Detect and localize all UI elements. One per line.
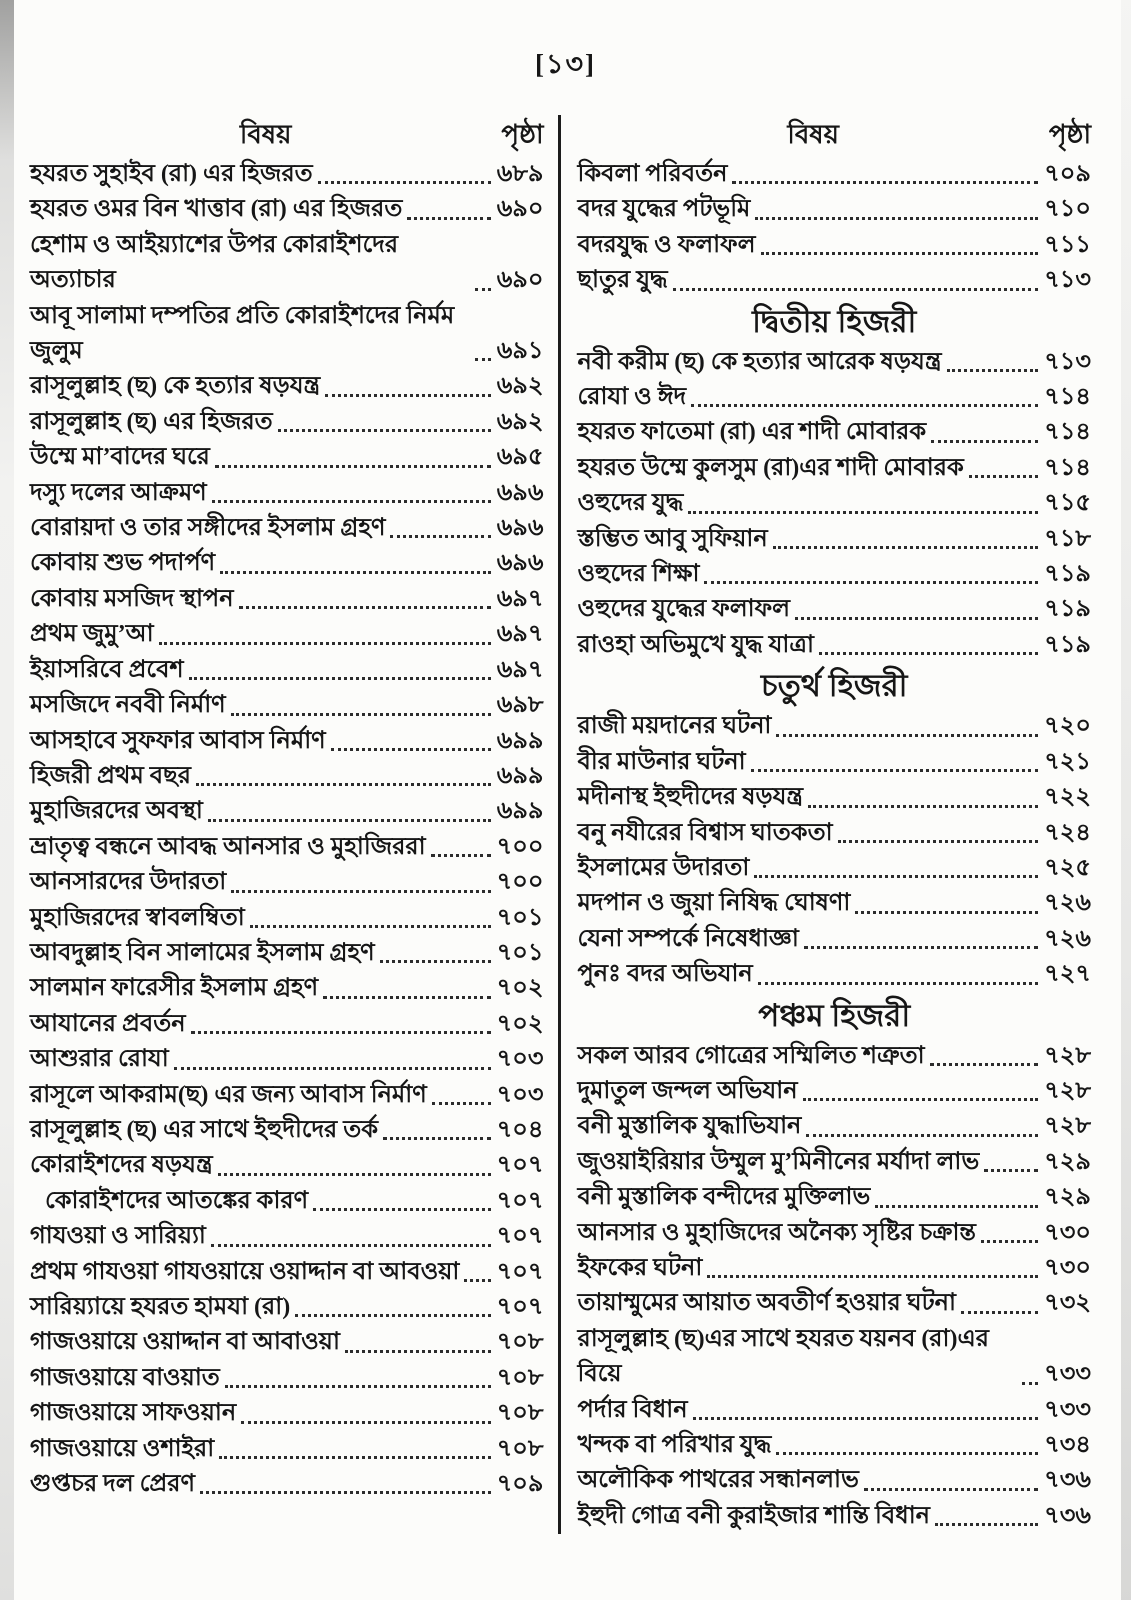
section-heading: দ্বিতীয় হিজরী <box>752 303 917 339</box>
dot-leader <box>174 1067 491 1070</box>
toc-entry-page: ৭০৭ <box>496 1187 544 1214</box>
toc-entry-page: ৬৯৯ <box>496 762 544 789</box>
toc-entry-title: মদীনাস্থ ইহুদীদের ষড়যন্ত্র <box>577 784 804 811</box>
toc-entry-page: ৭১০ <box>1044 196 1091 223</box>
toc-entry-title: মসজিদে নববী নির্মাণ <box>30 692 226 719</box>
toc-entry-page: ৭১৫ <box>1044 490 1091 517</box>
toc-entry-title: ইফকের ঘটনা <box>577 1254 703 1281</box>
dot-leader <box>313 1208 491 1211</box>
subject-column-label: বিষয় <box>787 120 839 149</box>
toc-entry-page: ৭০৭ <box>496 1258 544 1285</box>
toc-entry-page: ৭১৩ <box>1044 348 1091 375</box>
toc-entry-page: ৭১৯ <box>1044 596 1091 623</box>
toc-entry-page: ৭২৯ <box>1044 1184 1091 1211</box>
toc-entry-page: ৬৯৬ <box>496 479 544 506</box>
toc-entry-title: কোরাইশদের ষড়যন্ত্র <box>30 1152 213 1179</box>
dot-leader <box>211 1244 491 1247</box>
toc-entry <box>30 971 544 1006</box>
toc-entry-page: ৭০৭ <box>496 1294 544 1320</box>
toc-entry-page: ৬৯১ <box>496 338 544 365</box>
toc-entry-page: ৭০৮ <box>496 1400 544 1427</box>
dot-leader <box>751 769 1039 772</box>
dot-leader <box>947 369 1039 372</box>
dot-leader <box>776 1452 1038 1455</box>
toc-entry <box>30 830 544 865</box>
toc-entry <box>578 1145 1092 1180</box>
toc-entry <box>578 263 1092 298</box>
column-header <box>30 115 544 155</box>
toc-entry-title: আবূ সালামা দম্পতির প্রতি কোরাইশদের নির্মম জুলুম <box>30 302 455 365</box>
dot-leader <box>390 535 490 538</box>
dot-leader <box>323 996 490 999</box>
dot-leader <box>804 946 1038 949</box>
toc-entry <box>578 486 1092 521</box>
toc-entry-title: হযরত ফাতেমা (রা) এর শাদী মোবারক <box>577 419 927 446</box>
toc-entry-page: ৭০৭ <box>496 1152 544 1179</box>
toc-entry-page: ৬৯৭ <box>496 621 544 648</box>
dot-leader <box>758 982 1038 985</box>
toc-entry-page: ৭০১ <box>496 904 544 931</box>
toc-entry-page: ৬৯৬ <box>496 515 544 542</box>
toc-entry-page: ৬৯২ <box>496 408 544 435</box>
toc-entry <box>578 745 1092 780</box>
subject-column-label: বিষয় <box>239 120 292 149</box>
toc-entry <box>30 192 544 227</box>
toc-entry <box>30 794 544 829</box>
section-heading: চতুর্থ হিজরী <box>760 668 908 704</box>
dot-leader <box>231 890 490 893</box>
toc-entry-title: দস্যু দলের আক্রমণ <box>30 479 207 506</box>
dot-leader <box>855 911 1038 914</box>
toc-entry-title: বনু নযীরের বিশ্বাস ঘাতকতা <box>577 819 833 846</box>
dot-leader <box>383 1137 491 1140</box>
toc-entry-page: ৬৮৯ <box>496 161 544 187</box>
dot-leader <box>278 429 491 432</box>
dot-leader <box>707 1275 1038 1278</box>
toc-entry-page: ৭০২ <box>496 1010 544 1037</box>
dot-leader <box>212 500 491 503</box>
dot-leader <box>250 925 491 928</box>
dot-leader <box>754 875 1038 878</box>
dot-leader <box>431 854 491 857</box>
dot-leader <box>931 440 1038 443</box>
toc-entry-page: ৭৩৩ <box>1044 1361 1091 1388</box>
toc-entry-page: ৭০৪ <box>496 1116 544 1143</box>
dot-leader <box>984 1169 1038 1172</box>
toc-entry-page: ৭২১ <box>1044 748 1091 775</box>
toc-entry <box>30 724 544 759</box>
toc-entry-page: ৭২৮ <box>1044 1077 1091 1104</box>
toc-entry-page: ৬৯৮ <box>496 692 544 719</box>
dot-leader <box>208 819 491 822</box>
dot-leader <box>981 1240 1038 1243</box>
dot-leader <box>191 1031 491 1034</box>
toc-entry-title: কোরাইশদের আতঙ্কের কারণ <box>45 1187 309 1214</box>
toc-column-left <box>30 115 544 1534</box>
dot-leader <box>806 1134 1038 1137</box>
toc-entry-page: ৭৩২ <box>1044 1290 1091 1317</box>
toc-entry-title: নবী করীম (ছ) কে হত্যার আরেক ষড়যন্ত্র <box>577 348 942 375</box>
dot-leader <box>795 617 1038 620</box>
dot-leader <box>761 252 1039 255</box>
toc-entry-title: আসহাবে সুফফার আবাস নির্মাণ <box>30 727 326 754</box>
toc-entry-page: ৭৩০ <box>1044 1219 1091 1246</box>
toc-entry <box>30 228 544 299</box>
dot-leader <box>231 713 491 716</box>
toc-entry-title: অলৌকিক পাথরের সন্ধানলাভ <box>577 1467 859 1494</box>
dot-leader <box>432 1102 491 1105</box>
toc-entry <box>578 1180 1092 1215</box>
toc-entry <box>30 1255 544 1290</box>
toc-entry-title: কোবায় শুভ পদার্পণ <box>30 550 216 577</box>
dot-leader <box>688 511 1038 514</box>
toc-entry-title: কোবায় মসজিদ স্থাপন <box>30 585 234 612</box>
dot-leader <box>693 1417 1039 1420</box>
toc-entry-page: ৬৯০ <box>496 196 544 223</box>
dot-leader <box>220 571 491 574</box>
toc-entry <box>30 1148 544 1183</box>
toc-entry <box>30 617 544 652</box>
toc-entry <box>578 522 1092 557</box>
toc-entry-page: ৭০১ <box>496 939 544 966</box>
toc-entry <box>578 157 1092 192</box>
toc-entry-title: ওহুদের যুদ্ধ <box>577 490 684 517</box>
toc-entry-title: বোরায়দা ও তার সঙ্গীদের ইসলাম গ্রহণ <box>30 515 386 542</box>
toc-entry-page: ৭২৬ <box>1044 890 1091 917</box>
toc-entry-page: ৭১৪ <box>1044 454 1091 481</box>
toc-entry-title: হযরত উম্মে কুলসুম (রা)এর শাদী মোবারক <box>577 454 964 481</box>
toc-entry-title: আশুরার রোযা <box>30 1046 169 1073</box>
toc-entry-title: হিজরী প্রথম বছর <box>30 762 191 789</box>
dot-leader <box>755 217 1038 220</box>
dot-leader <box>819 652 1038 655</box>
toc-entry <box>578 228 1092 263</box>
dot-leader <box>407 217 490 220</box>
dot-leader <box>1022 1382 1038 1385</box>
toc-entry <box>578 628 1092 663</box>
toc-entry <box>30 1184 544 1219</box>
toc-entry-title: আনসার ও মুহাজিদের অনৈক্য সৃষ্টির চক্রান্ত <box>577 1219 976 1246</box>
dot-leader <box>475 358 491 361</box>
toc-entry-page: ৭২৫ <box>1044 854 1091 881</box>
dot-leader <box>380 960 491 963</box>
dot-leader <box>875 1205 1038 1208</box>
toc-entry <box>30 1078 544 1113</box>
toc-entry-page: ৭০৯ <box>496 1471 544 1498</box>
toc-entry <box>30 759 544 794</box>
dot-leader <box>961 1311 1038 1314</box>
toc-entry <box>578 415 1092 450</box>
toc-entry-page: ৭৩৬ <box>1044 1467 1091 1494</box>
toc-entry <box>30 1396 544 1431</box>
toc-entry-page: ৭২৮ <box>1044 1113 1091 1140</box>
dot-leader <box>864 1488 1038 1491</box>
toc-entry <box>578 1039 1092 1074</box>
toc-entry-page: ৭১৯ <box>1044 561 1091 588</box>
toc-entry-title: জুওয়াইরিয়ার উম্মুল মু’মিনীনের মর্যাদা লাভ <box>577 1148 980 1175</box>
toc-entry-page: ৭১৯ <box>1044 631 1091 658</box>
dot-leader <box>295 1314 490 1317</box>
toc-entry-page: ৬৯৯ <box>496 727 544 754</box>
toc-entry <box>578 1463 1092 1498</box>
toc-entry-page: ৬৯০ <box>496 267 544 294</box>
dot-leader <box>215 465 491 468</box>
toc-entry-title: আযানের প্রবর্তন <box>30 1010 186 1037</box>
toc-entry <box>30 582 544 617</box>
toc-entry-title: বদরযুদ্ধ ও ফলাফল <box>577 231 756 258</box>
dot-leader <box>196 783 491 786</box>
toc-entry <box>578 1216 1092 1251</box>
toc-entry-page: ৭২৭ <box>1044 961 1091 988</box>
toc-entry-title: রাসূলুল্লাহ (ছ)এর সাথে হযরত যয়নব (রা)এর বিয়ে <box>577 1325 989 1388</box>
toc-entry <box>578 345 1092 380</box>
toc-entry-page: ৭২০ <box>1044 713 1091 740</box>
toc-column-right <box>578 115 1092 1534</box>
toc-entry-title: বনী মুস্তালিক যুদ্ধাভিযান <box>577 1113 802 1140</box>
toc-entry-page: ৭২৯ <box>1044 1148 1091 1175</box>
toc-entry-page: ৬৯৬ <box>496 550 544 577</box>
toc-entry-title: গাজওয়ায়ে বাওয়াত <box>30 1364 220 1391</box>
toc-entry <box>578 709 1092 744</box>
toc-entry-page: ৭০৩ <box>496 1046 544 1073</box>
toc-entry-title: প্রথম গাযওয়া গাযওয়ায়ে ওয়াদ্দান বা আবওয়া <box>30 1258 460 1285</box>
toc-entry-title: রাজী ময়দানের ঘটনা <box>577 713 772 740</box>
toc-entry <box>578 451 1092 486</box>
toc-entry <box>30 1113 544 1148</box>
toc-entry-page: ৭০০ <box>496 869 544 896</box>
toc-entry-title: উম্মে মা’বাদের ঘরে <box>30 444 210 471</box>
toc-entry-title: গাযওয়া ও সারিয়্যা <box>30 1223 206 1250</box>
dot-leader <box>325 394 491 397</box>
toc-entry <box>578 922 1092 957</box>
dot-leader <box>475 288 491 291</box>
toc-entry-page: ৭১১ <box>1044 231 1091 258</box>
toc-entry-title: সারিয়্যায়ে হযরত হামযা (রা) <box>30 1294 291 1320</box>
toc-entry-page: ৭৩৩ <box>1044 1396 1091 1423</box>
toc-entry-title: দুমাতুল জন্দল অভিযান <box>577 1077 798 1104</box>
dot-leader <box>673 288 1039 291</box>
toc-entry-title: সালমান ফারেসীর ইসলাম গ্রহণ <box>30 975 319 1002</box>
toc-entry-list <box>578 157 1092 1534</box>
dot-leader <box>838 840 1039 843</box>
dot-leader <box>803 1098 1039 1101</box>
dot-leader <box>464 1279 490 1282</box>
toc-entry-title: হেশাম ও আইয়্যাশের উপর কোরাইশদের অত্যাচার <box>30 231 399 294</box>
toc-entry <box>578 380 1092 415</box>
toc-entry-page: ৭১৩ <box>1044 267 1091 294</box>
toc-entry-title: গাজওয়ায়ে ওয়াদ্দান বা আবাওয়া <box>30 1329 340 1356</box>
toc-entry-title: রাওহা অভিমুখে যুদ্ধ যাত্রা <box>577 631 814 658</box>
toc-entry-title: রাসূলুল্লাহ (ছ) কে হত্যার ষড়যন্ত্র <box>30 373 321 400</box>
toc-entry-page: ৭১৪ <box>1044 419 1091 446</box>
toc-entry <box>578 780 1092 815</box>
toc-entry <box>30 901 544 936</box>
toc-entry <box>30 865 544 900</box>
toc-entry-title: পর্দার বিধান <box>577 1396 688 1423</box>
toc-entry-page: ৭৩৪ <box>1044 1432 1091 1458</box>
dot-leader <box>318 181 491 184</box>
toc-entry-title: ভ্রাতৃত্ব বন্ধনে আবদ্ধ আনসার ও মুহাজিররা <box>30 833 426 860</box>
dot-leader <box>969 475 1039 478</box>
toc-entry-title: মুহাজিরদের স্বাবলম্বিতা <box>30 904 245 931</box>
toc-entry <box>30 1007 544 1042</box>
toc-entry <box>30 1467 544 1502</box>
toc-entry-title: কিবলা পরিবর্তন <box>577 161 728 187</box>
toc-entry <box>30 1042 544 1077</box>
toc-entry <box>30 546 544 581</box>
toc-entry-title: যেনা সম্পর্কে নিষেধাজ্ঞা <box>577 925 799 952</box>
toc-entry-title: বদর যুদ্ধের পটভূমি <box>577 196 751 223</box>
toc-entry <box>578 1428 1092 1463</box>
dot-leader <box>239 606 491 609</box>
column-header <box>578 115 1092 155</box>
toc-entry <box>30 653 544 688</box>
toc-entry <box>578 886 1092 921</box>
toc-entry-page: ৭০৮ <box>496 1435 544 1462</box>
toc-entry <box>578 592 1092 627</box>
toc-columns <box>30 115 1091 1534</box>
column-divider-rule <box>558 115 561 1534</box>
dot-leader <box>200 1491 491 1494</box>
toc-entry <box>30 299 544 370</box>
toc-entry <box>578 1251 1092 1286</box>
dot-leader <box>225 1385 491 1388</box>
toc-entry <box>578 557 1092 592</box>
toc-entry-page: ৭৩৬ <box>1044 1502 1091 1529</box>
dot-leader <box>930 1063 1039 1066</box>
dot-leader <box>732 181 1038 184</box>
toc-entry-title: সকল আরব গোত্রের সম্মিলিত শত্রুতা <box>577 1042 925 1069</box>
toc-entry-title: রাসূলে আকরাম(ছ) এর জন্য আবাস নির্মাণ <box>30 1081 427 1108</box>
toc-entry <box>578 1286 1092 1321</box>
dot-leader <box>189 677 491 680</box>
toc-entry <box>30 1432 544 1467</box>
toc-entry <box>578 1074 1092 1109</box>
toc-entry-title: স্তম্ভিত আবু সুফিয়ান <box>577 525 768 552</box>
toc-entry-page: ৭৩০ <box>1044 1254 1091 1281</box>
page-column-label: পৃষ্ঠা <box>501 120 544 149</box>
toc-entry-title: ওহুদের যুদ্ধের ফলাফল <box>577 596 791 623</box>
toc-entry-title: মদপান ও জুয়া নিষিদ্ধ ঘোষণা <box>577 890 851 917</box>
toc-entry-page: ৭২২ <box>1044 784 1091 811</box>
toc-entry-title: প্রথম জুমু’আ <box>30 621 154 648</box>
toc-entry <box>578 1109 1092 1144</box>
toc-entry-title: বনী মুস্তালিক বন্দীদের মুক্তিলাভ <box>577 1184 871 1211</box>
page-column-label: পৃষ্ঠা <box>1048 120 1091 149</box>
toc-entry <box>30 936 544 971</box>
toc-entry <box>30 1325 544 1360</box>
toc-entry-page: ৭০৮ <box>496 1364 544 1391</box>
toc-entry-page: ৬৯৭ <box>496 656 544 683</box>
toc-entry-title: আবদুল্লাহ বিন সালামের ইসলাম গ্রহণ <box>30 939 375 966</box>
toc-entry-title: আনসারদের উদারতা <box>30 869 227 896</box>
toc-entry-title: পুনঃ বদর অভিযান <box>577 961 753 988</box>
toc-entry <box>30 369 544 404</box>
toc-entry-title: ইসলামের উদারতা <box>577 854 750 881</box>
dot-leader <box>776 734 1038 737</box>
toc-entry <box>30 1219 544 1254</box>
toc-entry-page: ৭২৬ <box>1044 925 1091 952</box>
dot-leader <box>935 1523 1038 1526</box>
toc-entry <box>578 192 1092 227</box>
toc-entry <box>30 688 544 723</box>
toc-entry-page: ৭০৭ <box>496 1223 544 1250</box>
toc-entry-title: রোযা ও ঈদ <box>577 384 687 411</box>
scan-shadow-right <box>1121 0 1131 1600</box>
dot-leader <box>808 805 1038 808</box>
toc-entry <box>578 1499 1092 1534</box>
toc-entry-title: ওহুদের শিক্ষা <box>577 561 700 588</box>
toc-entry <box>30 1290 544 1325</box>
toc-entry-title: গাজওয়ায়ে সাফওয়ান <box>30 1400 237 1427</box>
dot-leader <box>691 404 1038 407</box>
toc-entry-page: ৭০৯ <box>1044 161 1091 187</box>
toc-entry-page: ৭০৩ <box>496 1081 544 1108</box>
toc-entry <box>30 1361 544 1396</box>
toc-entry-page: ৭২৮ <box>1044 1042 1091 1069</box>
page-number: [১৩] <box>534 49 597 79</box>
toc-entry-title: বীর মাউনার ঘটনা <box>577 748 746 775</box>
toc-entry-page: ৬৯২ <box>496 373 544 400</box>
dot-leader <box>218 1173 491 1176</box>
dot-leader <box>773 546 1039 549</box>
toc-entry <box>578 1322 1092 1393</box>
toc-entry-page: ৭১৪ <box>1044 384 1091 411</box>
toc-entry-title: রাসূলুল্লাহ (ছ) এর হিজরত <box>30 408 273 435</box>
toc-entry-page: ৬৯৯ <box>496 798 544 825</box>
toc-entry-page: ৭২৪ <box>1044 819 1091 846</box>
toc-entry <box>578 1393 1092 1428</box>
dot-leader <box>331 748 491 751</box>
toc-entry <box>30 157 544 192</box>
toc-entry-title: হযরত ওমর বিন খাত্তাব (রা) এর হিজরত <box>30 196 403 223</box>
toc-entry-page: ৭০৮ <box>496 1329 544 1356</box>
toc-entry-page: ৭০০ <box>496 833 544 860</box>
dot-leader <box>704 581 1038 584</box>
toc-entry-page: ৬৯৫ <box>496 444 544 471</box>
toc-entry <box>30 476 544 511</box>
dot-leader <box>241 1421 491 1424</box>
toc-entry <box>578 851 1092 886</box>
scan-shadow-left <box>0 0 14 1600</box>
toc-entry-page: ৭০২ <box>496 975 544 1002</box>
toc-entry-title: ইহুদী গোত্র বনী কুরাইজার শান্তি বিধান <box>577 1502 930 1529</box>
toc-entry-title: মুহাজিরদের অবস্থা <box>30 798 203 825</box>
toc-entry-title: খন্দক বা পরিখার যুদ্ধ <box>577 1432 772 1458</box>
toc-entry-title: ইয়াসরিবে প্রবেশ <box>30 656 184 683</box>
toc-entry <box>578 957 1092 992</box>
toc-entry-title: গাজওয়ায়ে ওশাইরা <box>30 1435 215 1462</box>
toc-entry-list <box>30 157 544 1502</box>
toc-entry-title: তায়াম্মুমের আয়াত অবতীর্ণ হওয়ার ঘটনা <box>577 1290 956 1317</box>
toc-entry <box>30 440 544 475</box>
toc-entry <box>578 816 1092 851</box>
toc-entry-title: রাসূলুল্লাহ (ছ) এর সাথে ইহুদীদের তর্ক <box>30 1116 379 1143</box>
dot-leader <box>219 1456 491 1459</box>
dot-leader <box>159 642 491 645</box>
toc-entry-page: ৭১৮ <box>1044 525 1091 552</box>
toc-entry-title: ছাতুর যুদ্ধ <box>577 267 668 294</box>
toc-entry-page: ৬৯৭ <box>496 585 544 612</box>
toc-entry-title: হযরত সুহাইব (রা) এর হিজরত <box>30 161 313 187</box>
toc-entry <box>30 405 544 440</box>
toc-entry <box>30 511 544 546</box>
toc-entry-title: গুপ্তচর দল প্রেরণ <box>30 1471 196 1498</box>
dot-leader <box>345 1350 491 1353</box>
section-heading: পঞ্চম হিজরী <box>758 997 911 1033</box>
